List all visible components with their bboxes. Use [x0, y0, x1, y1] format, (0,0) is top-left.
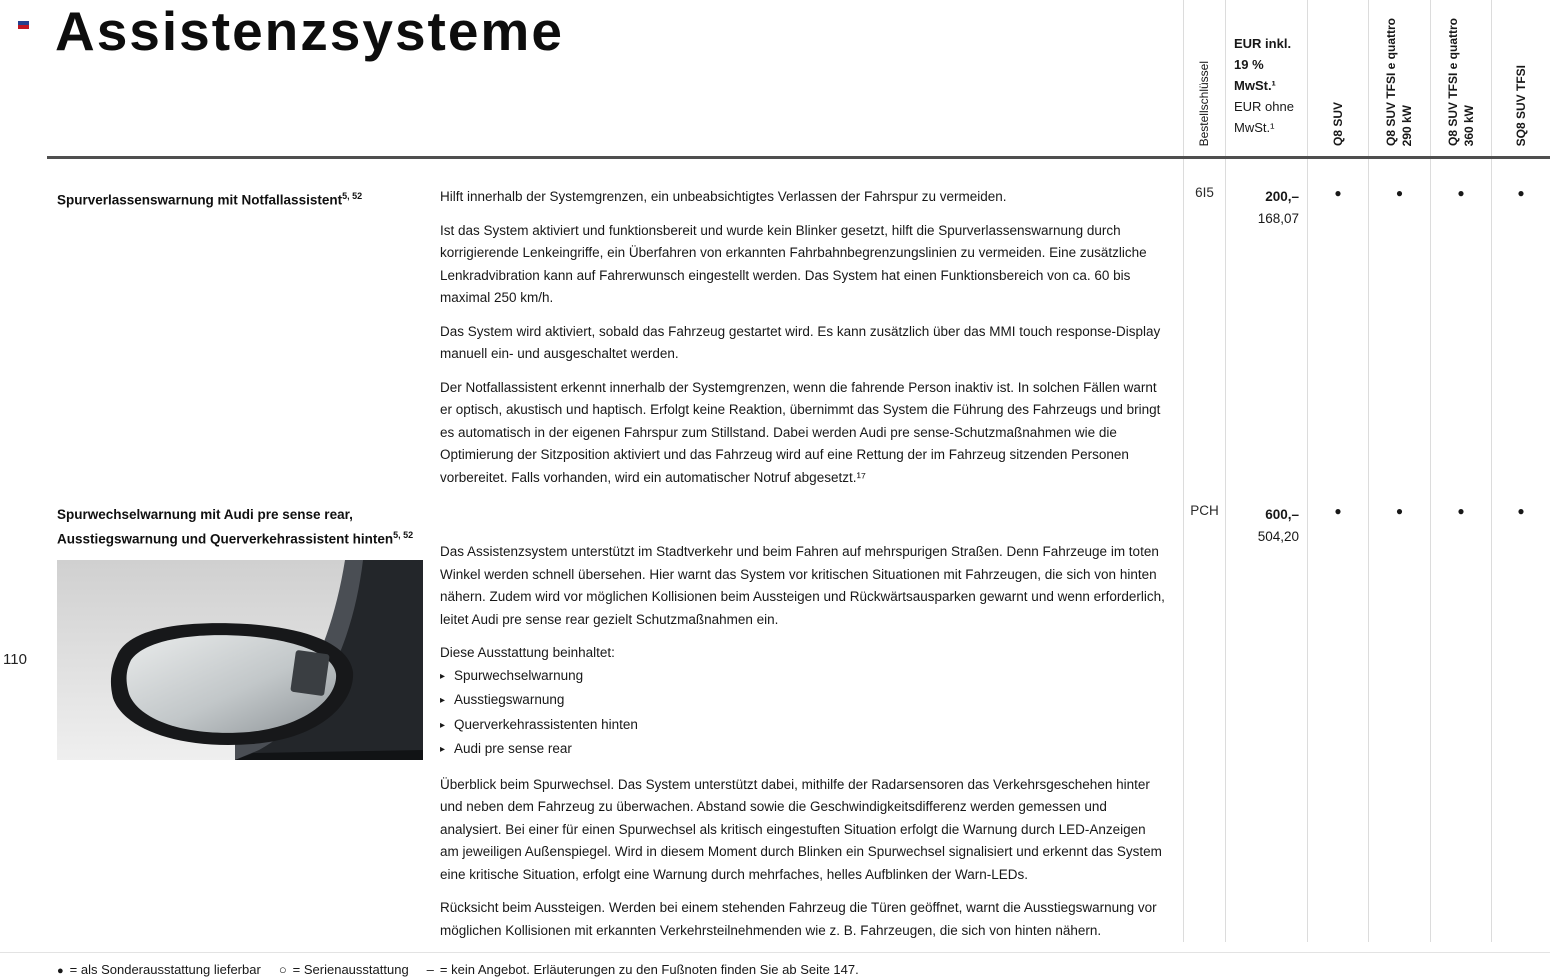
model-label-kw: 290 kW	[1400, 104, 1414, 146]
price-gross: 600,–	[1265, 507, 1299, 522]
availability-dot	[1430, 498, 1491, 942]
dot: ●	[1457, 186, 1465, 200]
list-intro: Diese Ausstattung beinhaltet:	[440, 645, 615, 660]
bullet-triangle-icon: ▸	[440, 695, 446, 706]
feature-title-text: Spurverlassenswarnung mit Notfallassistent	[57, 192, 343, 208]
bullet-text: Ausstiegswarnung	[454, 692, 565, 707]
bullet-item	[440, 689, 1168, 714]
model-label: Q8 SUV	[1330, 101, 1345, 146]
feature-bullet-list	[440, 665, 1168, 763]
model-label-kw: 360 kW	[1461, 104, 1476, 146]
flag-stripe-bottom	[18, 25, 29, 29]
price-header-line: MwSt.¹	[1234, 120, 1275, 135]
availability-dot	[1491, 159, 1550, 498]
feature-cell	[47, 159, 1183, 498]
legend-text: = Serienausstattung	[292, 962, 409, 977]
bestellschluessel-label: Bestellschlüssel	[1197, 60, 1211, 146]
price-cell	[1225, 159, 1307, 498]
description-paragraph: Überblick beim Spurwechsel. Das System unterstützt dabei, mithilfe der Radarsensoren das Verkehrsgeschehen hinter und neben dem Fahrzeug zu überwachen. Abstand sowie die Geschwindigkeitsdifferenz werden gemessen und analysiert. Bei einer für einen Spurwechsel als kritisch eingestuften Situation erfolgt die Warnung durch LED-Anzeigen am jeweiligen Außenspiegel. Wird in diesem Moment durch Blinken ein Spurwechsel signalisiert und erkennt das System eine kritische Situation, erfolgt eine Warnung durch mehrfaches, helles Aufblinken der Warn-LEDs.	[440, 776, 1162, 882]
bullet-triangle-icon: ▸	[440, 719, 446, 731]
column-header-price	[1225, 0, 1307, 156]
legend-text: = als Sonderausstattung lieferbar	[69, 962, 261, 977]
feature-title-line2: Ausstiegswarnung und Querverkehrassistent hinten	[57, 531, 394, 547]
description-paragraph: Rücksicht beim Aussteigen. Werden bei einem stehenden Fahrzeug die Türen geöffnet, warnt die Ausstiegswarnung vor möglichen Kollisionen mit erkannten Verkehrsteilnehmenden wie z. B. Fahrzeugen, die sich von hinten nähern.	[440, 900, 1157, 938]
feature-title	[57, 504, 430, 550]
footnote-marker: 5, 52	[393, 530, 414, 540]
availability-dot	[1491, 498, 1550, 942]
feature-cell	[47, 498, 1183, 942]
model-label: Q8 SUV TFSI e quattro	[1384, 17, 1398, 146]
description-paragraph: Das Assistenzsystem unterstützt im Stadtverkehr und beim Fahren auf mehrspurigen Straßen. Denn Fahrzeuge im toten Winkel werden schnell übersehen. Hier warnt das System vor kritischen Situationen mit Fahrzeugen, die sich von hinten nähern. Zudem wird vor möglichen Kollisionen beim Aussteigen und Rückwärtsausparken gewarnt und wenn erforderlich, leitet Audi pre sense rear gezielt Schutzmaßnahmen ein.	[440, 544, 1165, 627]
column-header-q8-suv	[1307, 0, 1368, 156]
bullet-text: Querverkehrassistenten hinten	[454, 716, 638, 732]
description-paragraph: Ist das System aktiviert und funktionsbereit und wurde kein Blinker gesetzt, hilft die Spurverlassenswarnung durch korrigierende Lenkeingriffe, ein Überfahren von erkannten Fahrbahnbegrenzungslinien zu vermeiden. Eine zusätzliche Lenkradvibration kann auf Fahrerwunsch eingestellt werden. Das System hat einen Funktionsbereich von ca. 60 bis maximal 250 km/h.	[440, 222, 1147, 305]
order-code: 6I5	[1183, 159, 1225, 498]
bullet-item	[440, 738, 1168, 763]
order-code: PCH	[1183, 498, 1225, 942]
price-net: 504,20	[1257, 529, 1299, 544]
description-paragraph: Hilft innerhalb der Systemgrenzen, ein unbeabsichtigtes Verlassen der Fahrspur zu vermeiden.	[440, 189, 1007, 204]
price-net: 168,07	[1257, 211, 1299, 226]
table-header	[47, 0, 1550, 156]
filled-dot-icon: ●	[57, 965, 64, 977]
description-paragraph: Das System wird aktiviert, sobald das Fahrzeug gestartet wird. Es kann zusätzlich über das MMI touch response-Display manuell ein- und ausgeschaltet werden.	[440, 323, 1161, 361]
bullet-item	[440, 665, 1168, 690]
availability-dot	[1307, 498, 1368, 942]
dot: ●	[1517, 504, 1525, 518]
feature-description	[440, 159, 1183, 489]
table-row-spurwechselwarnung	[47, 498, 1550, 942]
page-number: 110	[3, 651, 27, 668]
table-row-spurverlassenswarnung	[47, 159, 1550, 498]
footer-legend	[57, 962, 859, 977]
page-title: Assistenzsysteme	[55, 0, 564, 62]
price-header-line: EUR ohne	[1234, 99, 1294, 114]
dot: ●	[1334, 186, 1342, 200]
dash-icon: –	[426, 962, 434, 977]
availability-dot	[1368, 498, 1430, 942]
availability-dot	[1430, 159, 1491, 498]
column-header-bestellschluessel	[1183, 0, 1225, 156]
legend-not-available	[427, 962, 859, 977]
side-mirror-photo	[57, 560, 423, 760]
bullet-triangle-icon: ▸	[440, 744, 446, 755]
price-header-line: EUR inkl.	[1234, 36, 1292, 51]
feature-title-column	[47, 159, 440, 211]
header-title-cell	[47, 0, 1183, 156]
footnote-marker: 5, 52	[342, 191, 363, 201]
legend-text: = kein Angebot. Erläuterungen zu den Fußnoten finden Sie ab Seite 147.	[439, 962, 859, 977]
price-header-line: 19 % MwSt.¹	[1234, 57, 1276, 93]
dot: ●	[1457, 504, 1465, 518]
price-gross: 200,–	[1265, 189, 1299, 204]
dot: ●	[1395, 186, 1404, 200]
flag-icon	[18, 21, 29, 29]
dot: ●	[1334, 504, 1342, 518]
description-paragraph: Der Notfallassistent erkennt innerhalb der Systemgrenzen, wenn die fahrende Person inaktiv ist. In solchen Fällen warnt er optisch, akustisch und haptisch. Erfolgt keine Reaktion, übernimmt das System die Führung des Fahrzeugs und bringt es automatisch in der eigenen Fahrspur zum Stillstand. Dabei werden Audi pre sense-Schutzmaßnahmen wie die Optimierung der Sitzposition aktiviert und das Fahrzeug wird auf eine Rettung der im Fahrzeug sitzenden Personen vorbereitet. Falls vorhanden, wird ein automatischer Notruf abgesetzt.¹⁷	[440, 379, 1161, 485]
bullet-text: Spurwechselwarnung	[454, 667, 584, 683]
bullet-triangle-icon: ▸	[440, 670, 446, 682]
feature-title	[57, 186, 430, 211]
column-header-q8-suv-tfsi-e-360	[1430, 0, 1491, 156]
availability-dot	[1307, 159, 1368, 498]
open-dot-icon: ○	[278, 962, 287, 977]
footer-divider	[0, 952, 1550, 953]
model-label: SQ8 SUV TFSI	[1513, 64, 1528, 146]
price-cell	[1225, 498, 1307, 942]
column-header-sq8-suv-tfsi	[1491, 0, 1550, 156]
feature-title-line1: Spurwechselwarnung mit Audi pre sense rear,	[57, 507, 353, 522]
model-label: Q8 SUV TFSI e quattro	[1445, 17, 1460, 146]
bullet-text: Audi pre sense rear	[454, 741, 572, 756]
legend-optional	[57, 962, 261, 977]
feature-title-column	[47, 498, 440, 760]
feature-description	[440, 498, 1183, 942]
column-header-q8-suv-tfsi-e-290	[1368, 0, 1430, 156]
legend-standard	[279, 962, 409, 977]
dot: ●	[1517, 186, 1525, 200]
dot: ●	[1395, 504, 1404, 518]
bullet-item	[440, 714, 1168, 739]
availability-dot	[1368, 159, 1430, 498]
